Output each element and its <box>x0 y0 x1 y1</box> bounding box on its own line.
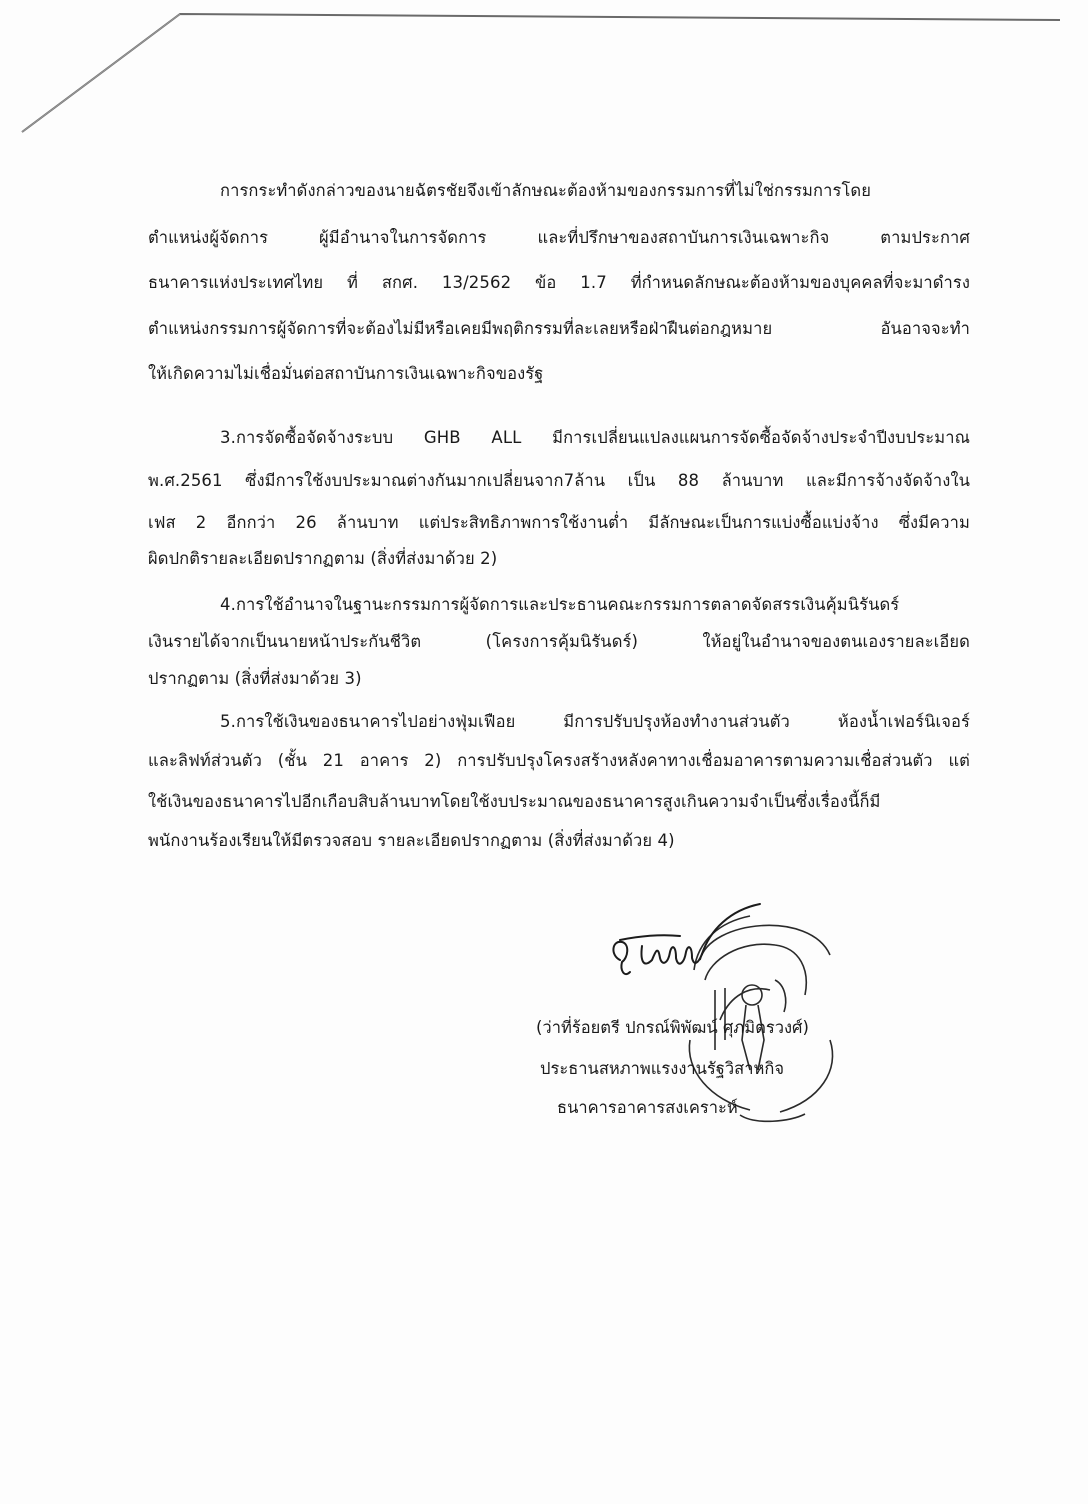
item-5-line-4: พนักงานร้องเรียนให้มีตรวจสอบ รายละเอียดปรากฏตาม (สิ่งที่ส่งมาด้วย 4) <box>148 831 675 850</box>
page-edge-shadow <box>0 0 1088 160</box>
signer-title: ประธานสหภาพแรงงานรัฐวิสาหกิจ <box>540 1059 785 1078</box>
item-3-line-2: พ.ศ.2561 ซึ่งมีการใช้งบประมาณต่างกันมากเปลี่ยนจาก7ล้าน เป็น 88 ล้านบาท และมีการจ้างจัดจ้างใน <box>148 471 970 490</box>
paragraph-1-line-3: ธนาคารแห่งประเทศไทย ที่ สกศ. 13/2562 ข้อ 1.7 ที่กำหนดลักษณะต้องห้ามของบุคคลที่จะมาดำรง <box>148 273 970 292</box>
paragraph-1-line-5: ให้เกิดความไม่เชื่อมั่นต่อสถาบันการเงินเฉพาะกิจของรัฐ <box>148 364 544 383</box>
signer-organization: ธนาคารอาคารสงเคราะห์ <box>557 1098 738 1117</box>
item-3-line-1: 3.การจัดซื้อจัดจ้างระบบ GHB ALL มีการเปลี่ยนแปลงแผนการจัดซื้อจัดจ้างประจำปีงบประมาณ <box>220 428 970 447</box>
item-4-line-2: เงินรายได้จากเป็นนายหน้าประกันชีวิต (โครงการคุ้มนิรันดร์) ให้อยู่ในอำนาจของตนเองรายละเอียด <box>148 632 970 651</box>
handwritten-signature <box>600 900 840 1000</box>
paragraph-1-line-2: ตำแหน่งผู้จัดการ ผู้มีอำนาจในการจัดการ และที่ปรึกษาของสถาบันการเงินเฉพาะกิจ ตามประกาศ <box>148 228 970 247</box>
paragraph-1-line-4: ตำแหน่งกรรมการผู้จัดการที่จะต้องไม่มีหรือเคยมีพฤติกรรมที่ละเลยหรือฝ่าฝืนต่อกฎหมาย อันอาจจะทำ <box>148 319 970 338</box>
item-4-line-1: 4.การใช้อำนาจในฐานะกรรมการผู้จัดการและประธานคณะกรรมการตลาดจัดสรรเงินคุ้มนิรันดร์ <box>220 595 900 614</box>
item-5-line-2: และลิฟท์ส่วนตัว (ชั้น 21 อาคาร 2) การปรับปรุงโครงสร้างหลังคาทางเชื่อมอาคารตามความเชื่อส่วนตัว แต่ <box>148 751 970 770</box>
item-3-line-4: ผิดปกติรายละเอียดปรากฏตาม (สิ่งที่ส่งมาด้วย 2) <box>148 549 498 568</box>
signer-name: (ว่าที่ร้อยตรี ปกรณ์พิพัฒน์ ศุภมิตรวงศ์) <box>536 1018 809 1037</box>
item-4-line-3: ปรากฏตาม (สิ่งที่ส่งมาด้วย 3) <box>148 669 362 688</box>
item-3-line-3: เฟส 2 อีกกว่า 26 ล้านบาท แต่ประสิทธิภาพการใช้งานต่ำ มีลักษณะเป็นการแบ่งซื้อแบ่งจ้าง ซึ่งมีความ <box>148 513 970 532</box>
paragraph-1-line-1: การกระทำดังกล่าวของนายฉัตรชัยจึงเข้าลักษณะต้องห้ามของกรรมการที่ไม่ใช่กรรมการโดย <box>220 181 871 200</box>
item-5-line-3: ใช้เงินของธนาคารไปอีกเกือบสิบล้านบาทโดยใช้งบประมาณของธนาคารสูงเกินความจำเป็นซึ่งเรื่องนี้ก็มี <box>148 792 881 811</box>
item-5-line-1: 5.การใช้เงินของธนาคารไปอย่างฟุ่มเฟือย มีการปรับปรุงห้องทำงานส่วนตัว ห้องน้ำเฟอร์นิเจอร์ <box>220 712 970 731</box>
